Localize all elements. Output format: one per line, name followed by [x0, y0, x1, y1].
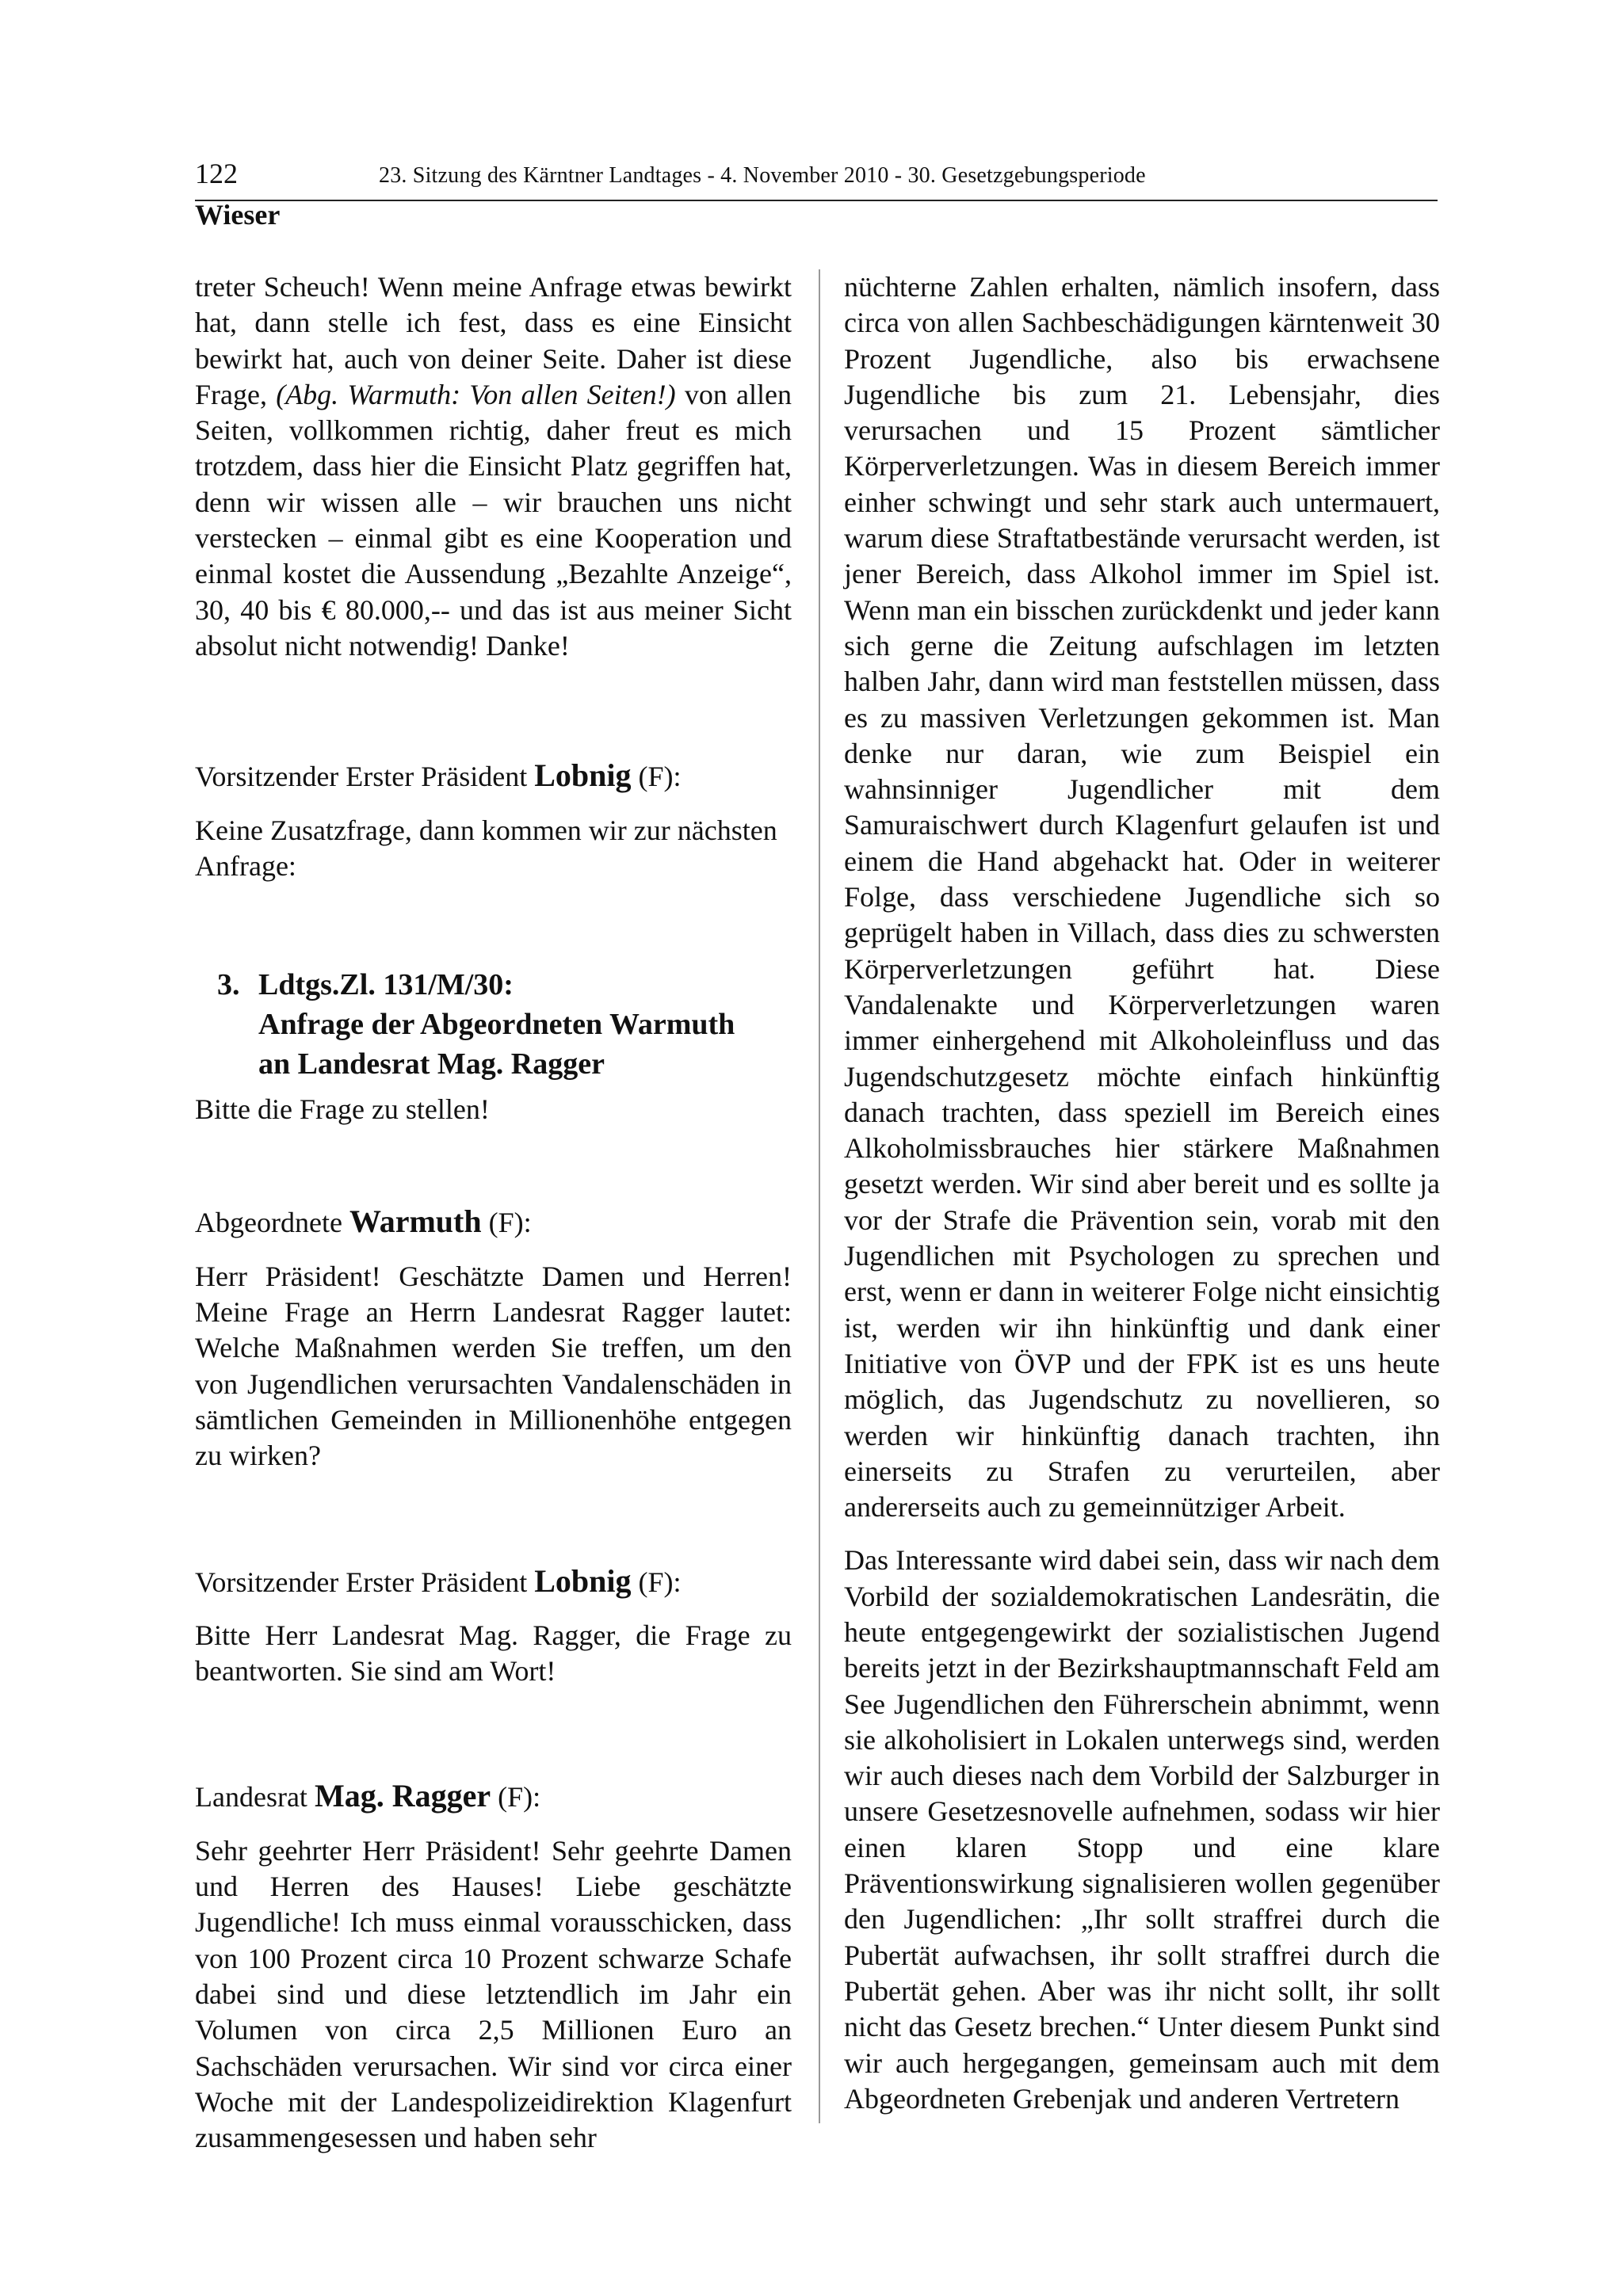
speaker-name: Mag. Ragger [314, 1778, 491, 1814]
paragraph: Keine Zusatzfrage, dann kommen wir zur nächsten Anfrage: [195, 814, 777, 882]
agenda-item-heading [195, 965, 792, 1084]
paragraph: Das Interessante wird dabei sein, dass wir nach dem Vorbild der sozialdemokratischen Landesrätin, die heute entgegengewirkt der sozialistischen Jugend bereits jetzt in der Bezirkshauptmannschaft Feld am See Jugendlichen den Führerschein abnimmt, wenn sie alkoholisiert in Lokalen unterwegs sind, werden wir auch dieses nach dem Vorbild der Salzburger in unsere Gesetzesnovelle aufnehmen, sodass wir hier einen klaren Stopp und eine klare Präventionswirkung signalisieren wollen gegenüber den Jugendlichen: „Ihr sollt straffrei durch die Pubertät aufwachsen, ihr sollt straffrei durch die Pubertät gehen. Aber was ihr nicht sollt, ihr sollt nicht das Gesetz brechen.“ Unter diesem Punkt sind wir auch hergegangen, gemeinsam auch mit dem Abgeordneten Grebenjak und anderen Vertretern [844, 1544, 1440, 2115]
speaker-party: (F): [491, 1781, 541, 1814]
running-title: 23. Sitzung des Kärntner Landtages - 4. November 2010 - 30. Gesetzgebungsperiode [379, 163, 1146, 188]
agenda-title: Anfrage der Abgeordneten Warmuth [258, 1008, 735, 1042]
left-column [195, 269, 792, 2156]
paragraph: nüchterne Zahlen erhalten, nämlich insofern, dass circa von allen Sachbeschädigungen kärntenweit 30 Prozent Jugendliche, also bis erwachsene Jugendliche bis zum 21. Lebensjahr, dies verursachen und 15 Prozent sämtlicher Körperverletzungen. Was in diesem Bereich immer einher schwingt und sehr stark auch untermauert, warum diese Straftatbestände verursacht werden, ist jener Bereich, dass Alkohol immer im Spiel ist. Wenn man ein bisschen zurückdenkt und jeder kann sich gerne die Zeitung aufschlagen im letzten halben Jahr, dann wird man feststellen müssen, dass es zu massiven Verletzungen gekommen ist. Man denke nur daran, wie zum Beispiel ein wahnsinniger Jugendlicher mit dem Samuraischwert durch Klagenfurt gelaufen ist und einem die Hand abgehackt hat. Oder in weiterer Folge, dass verschiedene Jugendliche sich so geprügelt haben in Villach, dass dies zu schwersten Körperverletzungen geführt hat. Diese Vandalenakte und Körperverletzungen waren immer einhergehend mit Alkoholeinfluss und das Jugendschutzgesetz möchte einfach hinkünftig danach trachten, dass speziell im Bereich eines Alkoholmissbrauches hier stärkere Maßnahmen gesetzt werden. Wir sind aber bereit und es sollte ja vor der Strafe die Prävention sein, vorab mit den Jugendlichen mit Psychologen zu sprechen und erst, wenn er dann in weiterer Folge nicht einsichtig ist, werden wir ihn hinkünftig und dank einer Initiative von ÖVP und der FPK ist es uns heute möglich, das Jugendschutz zu novellieren, so werden wir hinkünftig danach trachten, ihn einerseits zu Strafen zu verurteilen, aber andererseits auch zu gemeinnütziger Arbeit. [844, 271, 1440, 1524]
agenda-number: 3. [217, 968, 240, 1002]
page-header [195, 155, 1438, 201]
paragraph: Sehr geehrter Herr Präsident! Sehr geehrte Damen und Herren des Hauses! Liebe geschätzte Jugendliche! Ich muss einmal vorausschicken, dass von 100 Prozent circa 10 Prozent schwarze Schafe dabei sind und diese letztendlich im Jahr ein Volumen von circa 2,5 Millionen Euro an Sachschäden verursachen. Wir sind vor circa einer Woche mit der Landespolizeidirektion Klagenfurt zusammengesessen und haben sehr [195, 1834, 792, 2154]
speaker-role: Vorsitzender Erster Präsident [195, 761, 535, 793]
speaker-role: Landesrat [195, 1781, 315, 1814]
speaker-party: (F): [631, 761, 682, 793]
speaker-heading [195, 1203, 792, 1241]
paragraph: Herr Präsident! Geschätzte Damen und Herren! Meine Frage an Herrn Landesrat Ragger lautet: Welche Maßnahmen werden Sie treffen, um den von Jugendlichen verursachten Vandalenschäden in sämtlichen Gemeinden in Millionenhöhe entgegen zu wirken? [195, 1260, 792, 1472]
speaker-name: Lobnig [534, 757, 632, 794]
speaker-role: Vorsitzender Erster Präsident [195, 1566, 535, 1598]
speaker-name: Warmuth [349, 1203, 482, 1240]
running-speaker-label: Wieser [195, 199, 281, 231]
speaker-name: Lobnig [534, 1562, 632, 1599]
paragraph [195, 269, 792, 664]
page-number: 122 [195, 158, 238, 189]
paragraph: Bitte Herr Landesrat Mag. Ragger, die Frage zu beantworten. Sie sind am Wort! [195, 1619, 792, 1688]
paragraph: Bitte die Frage zu stellen! [195, 1093, 490, 1126]
right-column [844, 269, 1440, 2117]
speaker-heading [195, 1778, 792, 1815]
agenda-reference: Ldtgs.Zl. 131/M/30: [258, 968, 514, 1002]
speaker-party: (F): [481, 1207, 532, 1239]
paragraph-text: treter Scheuch! Wenn meine Anfrage etwas bewirkt hat, dann stelle ich fest, dass es eine Einsicht bewirkt hat, auch von deiner Seite. Daher ist diese Frage, [195, 271, 792, 410]
speaker-party: (F): [631, 1566, 682, 1598]
interjection: (Abg. Warmuth: Von allen Seiten!) [276, 378, 676, 410]
agenda-title: an Landesrat Mag. Ragger [258, 1047, 605, 1081]
speaker-heading [195, 757, 792, 795]
column-divider [819, 269, 820, 2123]
paragraph-text: von allen Seiten, vollkommen richtig, daher freut es mich trotzdem, dass hier die Einsicht Platz gegriffen hat, denn wir wissen alle – wir brauchen uns nicht verstecken – einmal gibt es eine Kooperation und einmal kostet die Aussendung „Bezahlte Anzeige“, 30, 40 bis € 80.000,-- und das ist aus meiner Sicht absolut nicht notwendig! Danke! [195, 378, 792, 662]
speaker-heading [195, 1563, 792, 1600]
speaker-role: Abgeordnete [195, 1207, 349, 1239]
